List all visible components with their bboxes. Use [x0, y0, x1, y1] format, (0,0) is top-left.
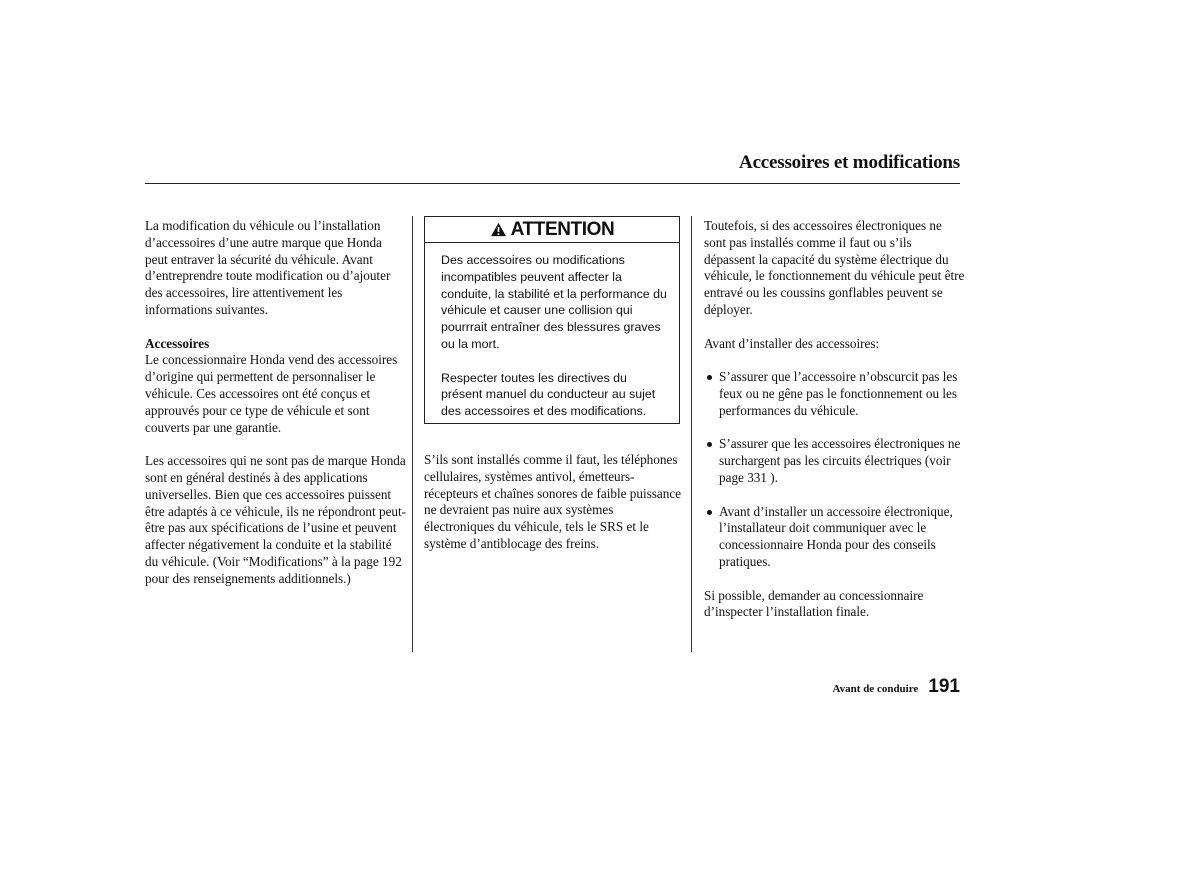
page-footer	[833, 676, 960, 698]
attention-paragraph-1: Des accessoires ou modifications incompatibles peuvent affecter la conduite, la stabilité et la performance du véhicule et causer une collision qui pourrrait entraîner des blessures graves ou la mort.	[441, 253, 667, 351]
list-item	[704, 369, 966, 419]
footer-section-name: Avant de conduire	[832, 683, 919, 695]
page-number: 191	[928, 676, 960, 697]
electronic-accessories-paragraph: Toutefois, si des accessoires électroniques ne sont pas installés comme il faut ou s’ils dépassent la capacité du système électrique du véhicule, le fonctionnement du véhicule peut être entravé ou les coussins gonflables peuvent se déployer.	[704, 218, 965, 317]
attention-paragraph-2: Respecter toutes les directives du présent manuel du conducteur au sujet des accessoires et des modifications.	[441, 370, 656, 419]
list-item-text: S’assurer que l’accessoire n’obscurcit pas les feux ou ne gêne pas le fonctionnement ou les performances du véhicule.	[719, 369, 958, 418]
attention-warning-box	[424, 216, 680, 424]
accessories-heading: Accessoires	[145, 335, 210, 351]
header-divider	[145, 183, 960, 184]
attention-label: ATTENTION	[510, 218, 615, 240]
list-item	[704, 504, 966, 571]
non-honda-paragraph: Les accessoires qui ne sont pas de marque Honda sont en général destinés à des applications universelles. Bien que ces accessoires puissent être adaptés à ce véhicule, ils ne répondront peut-être pas aux spécifications de l’usine et peuvent affecter négativement la conduite et la stabilité du véhicule. (Voir “Modifications” à la page 192 pour des renseignements additionnels.)	[145, 453, 407, 586]
bullet-icon	[707, 510, 712, 515]
page-title: Accessoires et modifications	[739, 152, 960, 173]
column-divider-right	[691, 216, 692, 652]
before-install-label: Avant d’installer des accessoires:	[704, 335, 880, 351]
bullet-icon	[707, 442, 712, 447]
list-item	[704, 436, 966, 486]
list-item-text: Avant d’installer un accessoire électronique, l’installateur doit communiquer avec le concessionnaire Honda pour des conseils pratiques.	[719, 503, 953, 569]
accessories-paragraph: Le concessionnaire Honda vend des accessoires d’origine qui permettent de personnaliser le véhicule. Ces accessoires ont été conçus et approuvés pour ce type de véhicule et sont couverts par une garantie.	[145, 352, 398, 435]
accessories-section	[145, 336, 407, 437]
intro-paragraph: La modification du véhicule ou l’installation d’accessoires d’une autre marque que Honda peut entraver la sécurité du véhicule. Avant d’entreprendre toute modification ou d’ajouter des accessoires, lire attentivement les informations suivantes.	[145, 218, 391, 317]
middle-column-paragraph: S’ils sont installés comme il faut, les téléphones cellulaires, systèmes antivol, émetteurs-récepteurs et chaînes sonores de faible puissance ne devraient pas nuire aux systèmes électroniques du véhicule, tels le SRS et le système d’antiblocage des freins.	[424, 452, 682, 551]
install-checklist	[704, 369, 966, 571]
warning-triangle-icon	[490, 222, 507, 237]
column-divider-left	[412, 216, 413, 652]
bullet-icon	[707, 375, 712, 380]
left-column	[145, 218, 407, 604]
list-item-text: S’assurer que les accessoires électroniques ne surchargent pas les circuits électriques (voir page 331 ).	[719, 436, 961, 485]
attention-header	[425, 217, 679, 243]
attention-body	[425, 243, 679, 420]
closing-paragraph: Si possible, demander au concessionnaire d’inspecter l’installation finale.	[704, 587, 924, 620]
right-column	[704, 218, 966, 638]
